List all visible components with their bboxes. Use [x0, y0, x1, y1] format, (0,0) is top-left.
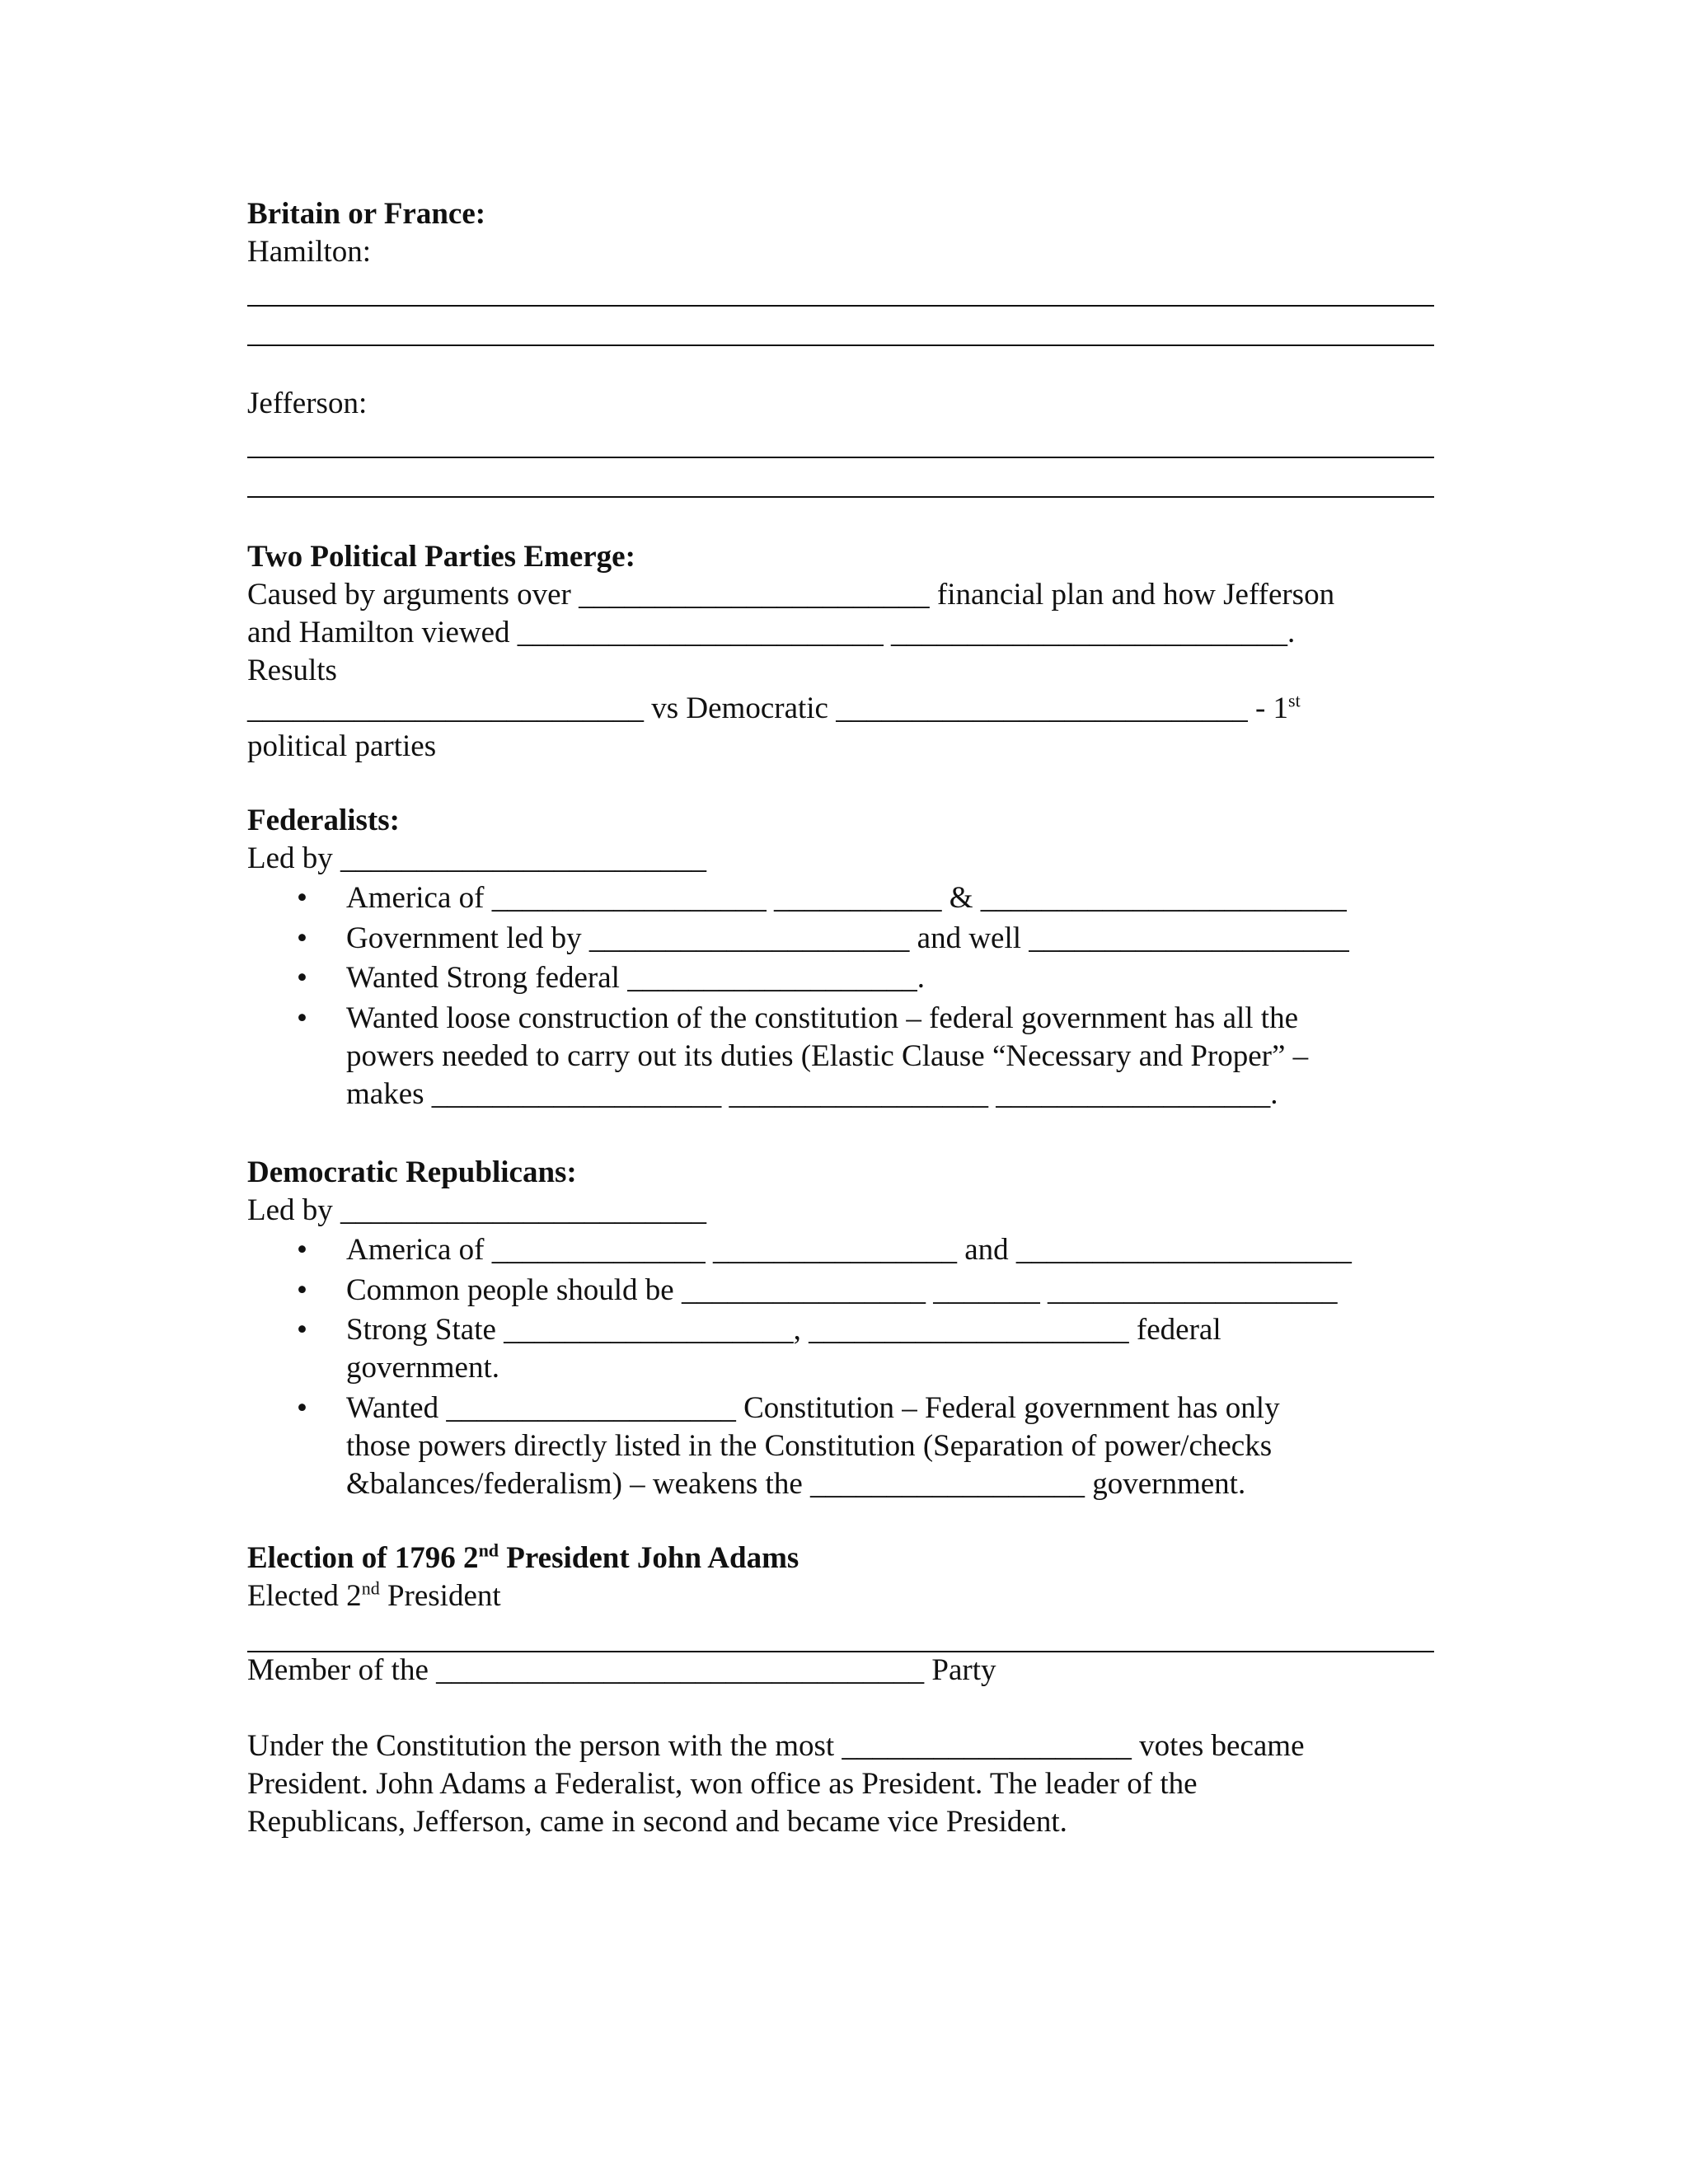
- elected-part-b: President: [379, 1579, 501, 1613]
- hamilton-label: Hamilton:: [247, 235, 372, 269]
- federalists-bullet-4-line-1: Wanted loose construction of the constitution – federal government has all the: [346, 1001, 1299, 1035]
- elected-president-line: [247, 1577, 501, 1615]
- dem-republicans-led-by: Led by ________________________: [247, 1193, 707, 1227]
- constitution-paragraph-line-1: Under the Constitution the person with the most ___________________ votes became: [247, 1729, 1305, 1763]
- constitution-paragraph-line-2: President. John Adams a Federalist, won office as President. The leader of the: [247, 1767, 1198, 1801]
- section-heading-democratic-republicans: Democratic Republicans:: [247, 1155, 577, 1189]
- answer-line-jefferson-2[interactable]: [247, 496, 1434, 498]
- parties-line-4-text: __________________________ vs Democratic ___________________________ - 1: [247, 691, 1289, 725]
- federalists-bullet-3: Wanted Strong federal ___________________.: [346, 961, 925, 995]
- ordinal-suffix: nd: [478, 1540, 499, 1561]
- dem-republicans-bullet-2: Common people should be ________________ _______ ___________________: [346, 1273, 1338, 1307]
- section-heading-two-parties: Two Political Parties Emerge:: [247, 540, 635, 574]
- federalists-bullet-1: America of __________________ ___________ & ________________________: [346, 881, 1347, 915]
- dem-republicans-bullet-1: America of ______________ ________________ and ______________________: [346, 1233, 1352, 1267]
- bullet-icon: •: [297, 1001, 307, 1035]
- ordinal-suffix: nd: [361, 1577, 380, 1599]
- answer-line-hamilton-1[interactable]: [247, 305, 1434, 307]
- bullet-icon: •: [297, 961, 307, 995]
- election-heading-part-a: Election of 1796 2: [247, 1541, 479, 1575]
- parties-line-1: Caused by arguments over _______________________ financial plan and how Jefferson: [247, 578, 1335, 612]
- parties-line-5: political parties: [247, 729, 437, 763]
- bullet-icon: •: [297, 1391, 307, 1425]
- dem-republicans-bullet-3-line-1: Strong State ___________________, _____________________ federal: [346, 1313, 1221, 1347]
- bullet-icon: •: [297, 1313, 307, 1347]
- member-of-party-line: Member of the ________________________________ Party: [247, 1653, 996, 1687]
- dem-republicans-bullet-3-line-2: government.: [346, 1351, 499, 1385]
- parties-line-4: [247, 690, 1301, 728]
- answer-line-hamilton-2[interactable]: [247, 344, 1434, 346]
- dem-republicans-bullet-4-line-3: &balances/federalism) – weakens the __________________ government.: [346, 1467, 1246, 1501]
- bullet-icon: •: [297, 1273, 307, 1307]
- section-heading-britain-france: Britain or France:: [247, 197, 486, 231]
- federalists-bullet-4-line-3: makes ___________________ _________________ __________________.: [346, 1077, 1278, 1111]
- federalists-led-by: Led by ________________________: [247, 841, 707, 875]
- ordinal-suffix: st: [1288, 690, 1301, 711]
- parties-line-3: Results: [247, 654, 337, 687]
- bullet-icon: •: [297, 881, 307, 915]
- bullet-icon: •: [297, 1233, 307, 1267]
- jefferson-label: Jefferson:: [247, 387, 368, 420]
- dem-republicans-bullet-4-line-2: those powers directly listed in the Constitution (Separation of power/checks: [346, 1429, 1273, 1463]
- dem-republicans-bullet-4-line-1: Wanted ___________________ Constitution – Federal government has only: [346, 1391, 1280, 1425]
- constitution-paragraph-line-3: Republicans, Jefferson, came in second and became vice President.: [247, 1805, 1067, 1839]
- federalists-bullet-4-line-2: powers needed to carry out its duties (Elastic Clause “Necessary and Proper” –: [346, 1039, 1309, 1073]
- section-heading-federalists: Federalists:: [247, 804, 400, 837]
- answer-line-jefferson-1[interactable]: [247, 457, 1434, 458]
- election-heading-part-b: President John Adams: [499, 1541, 799, 1575]
- federalists-bullet-2: Government led by _____________________ and well _____________________: [346, 921, 1349, 955]
- parties-line-2: and Hamilton viewed ________________________ __________________________.: [247, 616, 1296, 649]
- bullet-icon: •: [297, 921, 307, 955]
- elected-part-a: Elected 2: [247, 1579, 362, 1613]
- section-heading-election-1796: [247, 1540, 799, 1577]
